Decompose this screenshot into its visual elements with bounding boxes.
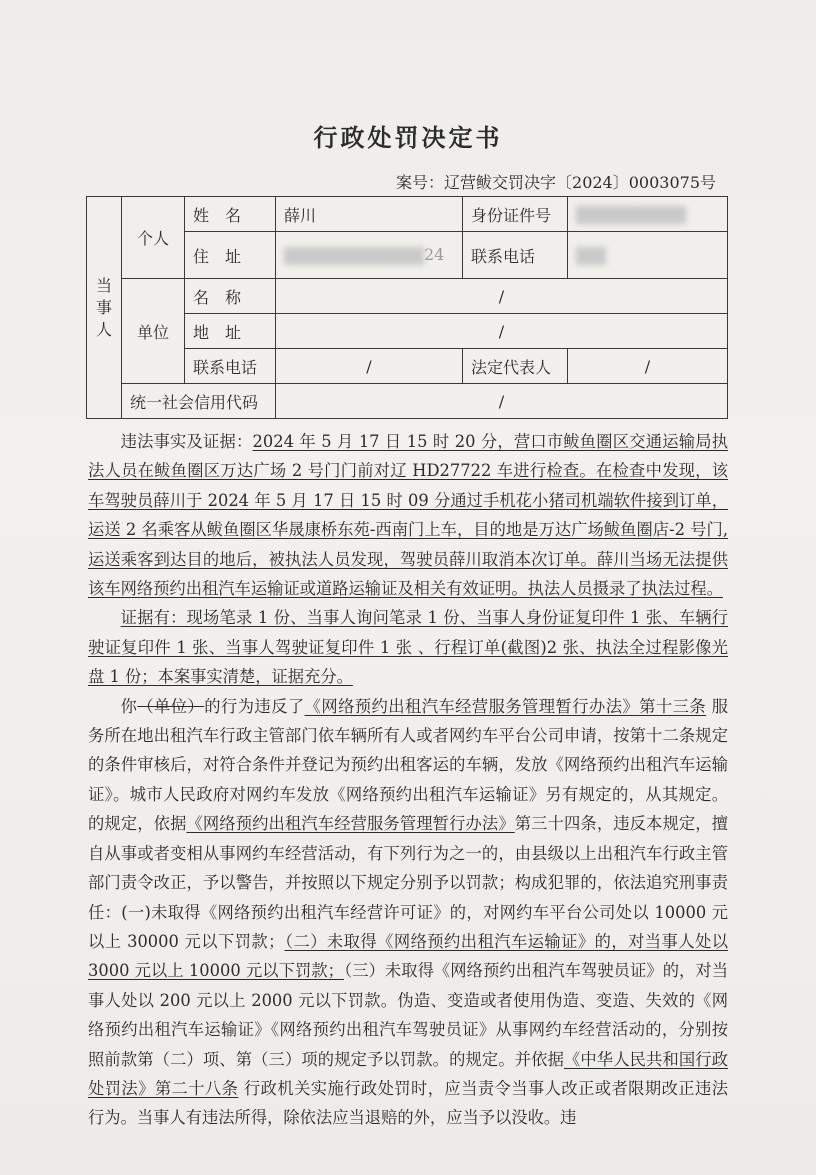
decision-violated: 的行为违反了 <box>204 696 305 716</box>
law-reference-1: 《网络预约出租汽车经营服务管理暂行办法》第十三条 <box>304 696 707 716</box>
unit-address-label: 地 址 <box>185 314 276 349</box>
person-name: 薛川 <box>276 197 463 232</box>
person-group-label: 个人 <box>122 197 185 279</box>
unit-phone: / <box>276 349 463 384</box>
name-label: 姓 名 <box>185 197 276 232</box>
decision-text-1: 服务所在地出租汽车行政主管部门依车辆所有人或者网约车平台公司申请，按第十二条规定的条件审核后，对符合条件并登记为预约出租客运的车辆，发放《网络预约出租汽车运输证》。城市人民政府对网约车发放《网络预约出租汽车运输证》另有规定的，从其规定。的规定，依据 <box>88 696 728 834</box>
facts-paragraph <box>88 427 728 603</box>
decision-text-4: （三）未取得《网络预约出租汽车驾驶员证》的，对当事人处以 200 元以上 2000 元以下罚款。伪造、变造或者使用伪造、变造、失效的《网络预约出租汽车运输证》《网络预约出租汽车驾驶员证》从事网约车经营活动的，分别按照前款第（二）项、第（三）项的规定予以罚款。的规定。并依据 <box>88 961 728 1069</box>
case-number: 案号：辽营鲅交罚决字〔2024〕0003075号 <box>396 173 716 192</box>
facts-text: 2024 年 5 月 17 日 15 时 20 分，营口市鲅鱼圈区交通运输局执法人员在鲅鱼圈区万达广场 2 号门门前对辽 HD27722 车进行检查。在检查中发现，该车驾驶员薛川于 2024 年 5 月 17 日 15 时 09 分通过手机花小猪司机端软件接到订单，运送 2 名乘客从鲅鱼圈区华晟康桥东苑-西南门上车，目的地是万达广场鲅鱼圈店-2 号门,运送乘客到达目的地后，被执法人员发现，驾驶员薛川取消本次订单。薛川当场无法提供该车网络预约出租汽车运输证或道路运输证及相关有效证明。执法人员摄录了执法过程。 <box>88 432 728 599</box>
rep-label: 法定代表人 <box>463 349 568 384</box>
credit-code-value: / <box>276 384 728 419</box>
credit-code-label: 统一社会信用代码 <box>122 384 276 419</box>
evidence-paragraph <box>88 603 728 691</box>
rep-value: / <box>568 349 728 384</box>
law-reference-2: 《网络预约出租汽车经营服务管理暂行办法》 <box>186 814 515 834</box>
phone-label: 联系电话 <box>463 232 568 279</box>
phone-redacted <box>568 232 728 279</box>
id-label: 身份证件号 <box>463 197 568 232</box>
decision-text-2: 第三十四条，违反本规定，擅自从事或者变相从事网约车经营活动，有下列行为之一的，由县级以上出租汽车行政主管部门责令改正，予以警告，并按照以下规定分别予以罚款；构成犯罪的，依法追究刑事责任：(一)未取得《网络预约出租汽车经营许可证》的，对网约车平台公司处以 10000 元以上 30000 元以下罚款； <box>88 814 728 951</box>
person-address-redacted: 24 <box>276 232 463 279</box>
decision-text-5: 行政机关实施行政处罚时，应当责令当事人改正或者限期改正违法行为。当事人有违法所得，除依法应当退赔的外，应当予以没收。违 <box>88 1078 728 1128</box>
decision-text-3: （二）未取得《网络预约出租汽车运输证》的，对当事人处以 3000 元以上 10000 元以下罚款； <box>88 931 728 981</box>
decision-you: 你 <box>120 696 138 716</box>
unit-name: / <box>276 279 728 314</box>
party-table <box>86 196 728 419</box>
id-number-redacted <box>568 197 728 232</box>
unit-address: / <box>276 314 728 349</box>
address-label: 住 址 <box>185 232 276 279</box>
decision-unit-struck: （单位） <box>137 696 205 716</box>
document-body <box>88 427 728 1133</box>
law-reference-3: 《中华人民共和国行政处罚法》第二十八条 <box>88 1049 728 1098</box>
document-title: 行政处罚决定书 <box>313 124 503 152</box>
unit-group-label: 单位 <box>122 279 185 384</box>
unit-phone-label: 联系电话 <box>185 349 276 384</box>
party-side-label: 当事人 <box>87 197 122 419</box>
evidence-text: 证据有：现场笔录 1 份、当事人询问笔录 1 份、当事人身份证复印件 1 张、车辆行驶证复印件 1 张、当事人驾驶证复印件 1 张 、行程订单(截图)2 张、执法全过程影像光盘 1 份；本案事实清楚，证据充分。 <box>88 608 728 687</box>
decision-paragraph <box>88 692 728 1133</box>
unit-name-label: 名 称 <box>185 279 276 314</box>
facts-intro: 违法事实及证据： <box>120 432 253 451</box>
